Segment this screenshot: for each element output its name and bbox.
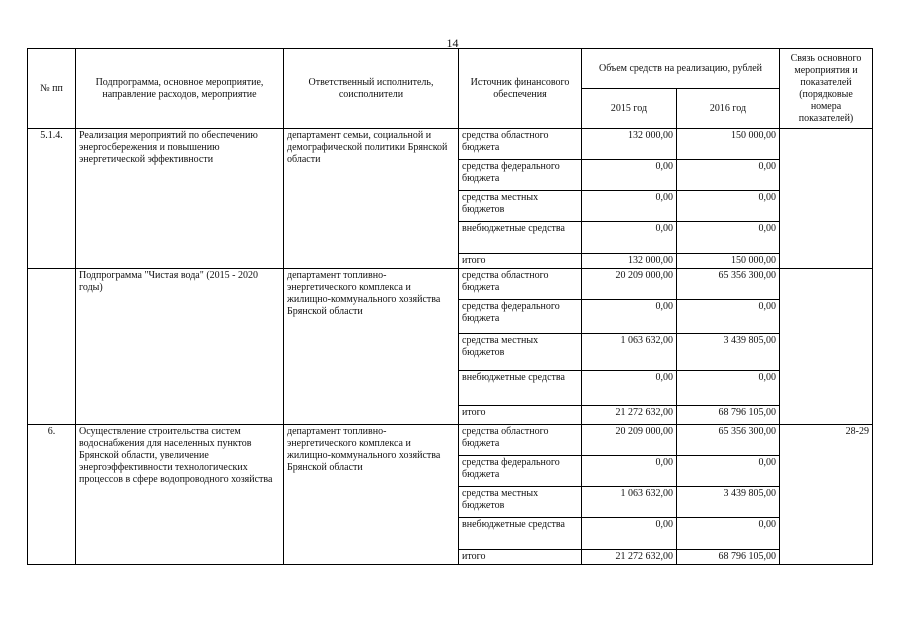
value-2015: 0,00 (582, 456, 677, 487)
executor-name: департамент семьи, социальной и демографической политики Брянской области (284, 129, 459, 269)
source-local: средства местных бюджетов (459, 191, 582, 222)
source-total: итого (459, 550, 582, 565)
source-regional: средства областного бюджета (459, 425, 582, 456)
value-2016: 65 356 300,00 (677, 425, 780, 456)
row-number (28, 269, 76, 425)
value-2016: 65 356 300,00 (677, 269, 780, 300)
executor-name: департамент топливно-энергетического комплекса и жилищно-коммунального хозяйства Брянской области (284, 269, 459, 425)
budget-table (27, 48, 873, 565)
value-2015: 132 000,00 (582, 129, 677, 160)
program-name: Реализация мероприятий по обеспечению энергосбережения и повышению энергетической эффективности (76, 129, 284, 269)
value-2015: 1 063 632,00 (582, 487, 677, 518)
row-number: 5.1.4. (28, 129, 76, 269)
value-2015: 21 272 632,00 (582, 550, 677, 565)
table-row (28, 129, 873, 160)
table-row (28, 269, 873, 300)
header-source: Источник финансового обеспечения (459, 49, 582, 129)
value-2015: 0,00 (582, 518, 677, 550)
source-local: средства местных бюджетов (459, 487, 582, 518)
value-2016: 0,00 (677, 222, 780, 254)
value-2016: 0,00 (677, 518, 780, 550)
source-total: итого (459, 254, 582, 269)
value-2016: 3 439 805,00 (677, 487, 780, 518)
value-2015: 0,00 (582, 160, 677, 191)
source-federal: средства федерального бюджета (459, 300, 582, 334)
value-2015: 0,00 (582, 371, 677, 406)
source-federal: средства федерального бюджета (459, 456, 582, 487)
value-2016: 0,00 (677, 456, 780, 487)
value-2016: 68 796 105,00 (677, 550, 780, 565)
row-number: 6. (28, 425, 76, 565)
program-name: Подпрограмма "Чистая вода" (2015 - 2020 годы) (76, 269, 284, 425)
source-regional: средства областного бюджета (459, 129, 582, 160)
value-2015: 0,00 (582, 222, 677, 254)
indicator-link (780, 269, 873, 425)
header-executor: Ответственный исполнитель, соисполнители (284, 49, 459, 129)
value-2016: 150 000,00 (677, 129, 780, 160)
value-2015: 0,00 (582, 191, 677, 222)
indicator-link (780, 129, 873, 269)
value-2016: 150 000,00 (677, 254, 780, 269)
value-2016: 3 439 805,00 (677, 334, 780, 371)
header-link: Связь основного мероприятия и показателей (порядковые номера показателей) (780, 49, 873, 129)
value-2015: 20 209 000,00 (582, 425, 677, 456)
value-2015: 20 209 000,00 (582, 269, 677, 300)
value-2015: 21 272 632,00 (582, 406, 677, 425)
header-num: № пп (28, 49, 76, 129)
table-row (28, 425, 873, 456)
source-regional: средства областного бюджета (459, 269, 582, 300)
source-offbudget: внебюджетные средства (459, 371, 582, 406)
header-year-2016: 2016 год (677, 89, 780, 129)
source-federal: средства федерального бюджета (459, 160, 582, 191)
header-year-2015: 2015 год (582, 89, 677, 129)
source-local: средства местных бюджетов (459, 334, 582, 371)
executor-name: департамент топливно-энергетического комплекса и жилищно-коммунального хозяйства Брянской области (284, 425, 459, 565)
program-name: Осуществление строительства систем водоснабжения для населенных пунктов Брянской области, увеличение энергоэффективности технологических процессов в сфере водопроводного хозяйства (76, 425, 284, 565)
value-2016: 0,00 (677, 371, 780, 406)
value-2015: 132 000,00 (582, 254, 677, 269)
value-2016: 0,00 (677, 160, 780, 191)
source-offbudget: внебюджетные средства (459, 518, 582, 550)
value-2015: 0,00 (582, 300, 677, 334)
value-2015: 1 063 632,00 (582, 334, 677, 371)
value-2016: 0,00 (677, 191, 780, 222)
value-2016: 0,00 (677, 300, 780, 334)
value-2016: 68 796 105,00 (677, 406, 780, 425)
header-volume: Объем средств на реализацию, рублей (582, 49, 780, 89)
header-program: Подпрограмма, основное мероприятие, направление расходов, мероприятие (76, 49, 284, 129)
source-total: итого (459, 406, 582, 425)
indicator-link: 28-29 (780, 425, 873, 565)
source-offbudget: внебюджетные средства (459, 222, 582, 254)
page-number: 14 (446, 36, 459, 50)
